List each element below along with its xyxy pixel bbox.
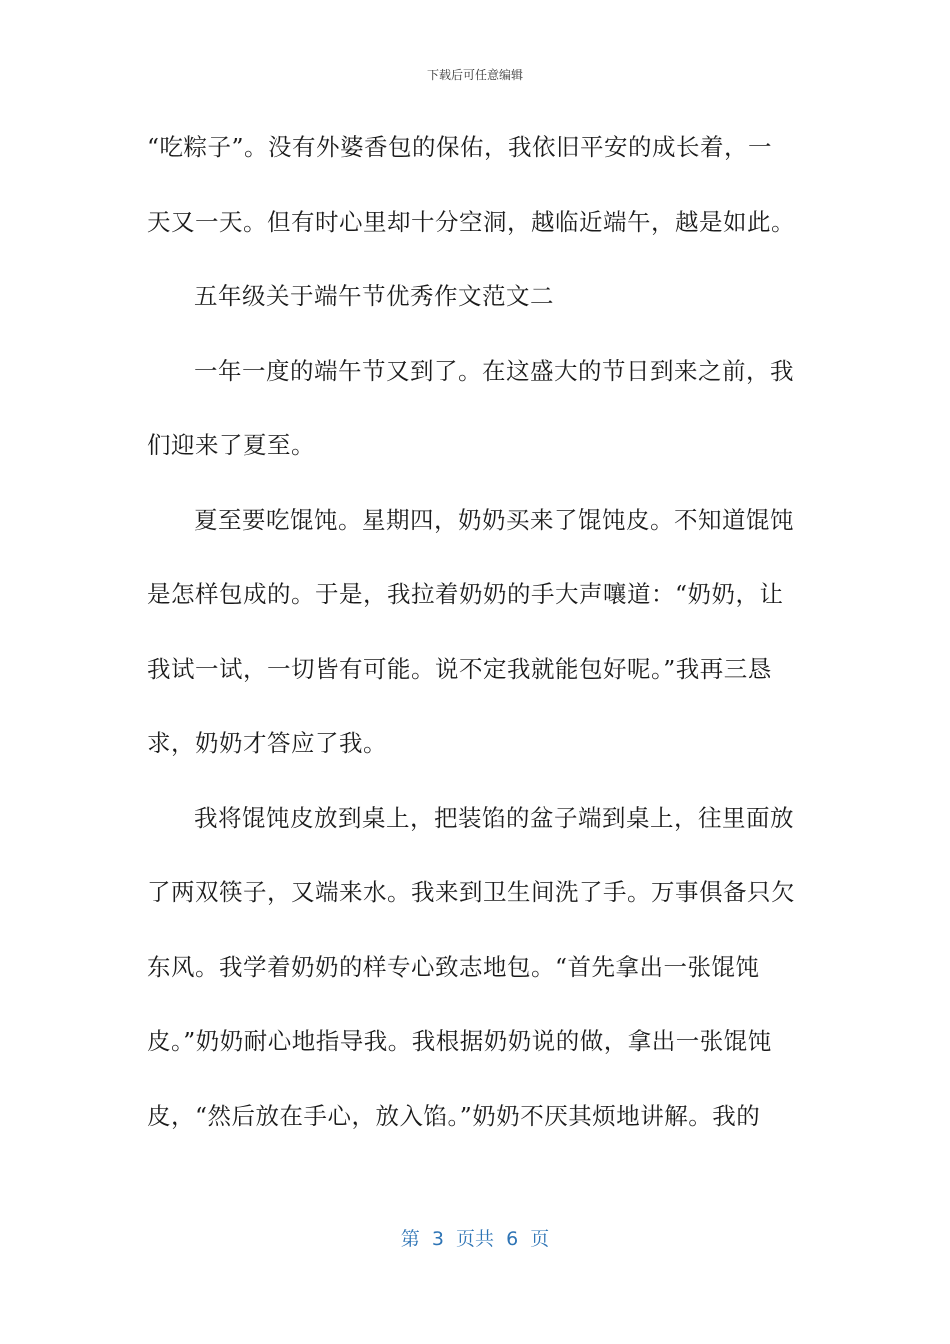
document-body (147, 122, 807, 1165)
text-line-12: 东风。我学着奶奶的样专心致志地包。“首先拿出一张馄饨 (147, 952, 760, 981)
text-line-2: 天又一天。但有时心里却十分空洞，越临近端午，越是如此。 (147, 207, 795, 236)
text-line-5: 们迎来了夏至。 (147, 431, 315, 459)
text-line-7: 是怎样包成的。于是，我拉着奶奶的手大声嚷道：“奶奶，让 (147, 580, 784, 608)
text-line-1: “吃粽子”。没有外婆香包的保佑，我依旧平安的成长着，一 (147, 133, 773, 161)
text-line-4: 一年一度的端午节又到了。在这盛大的节日到来之前，我 (194, 356, 794, 385)
page-number-footer: 第 3 页共 6 页 (400, 1228, 550, 1250)
text-line-6: 夏至要吃馄饨。星期四，奶奶买来了馄饨皮。不知道馄饨 (194, 505, 794, 534)
text-line-10: 我将馄饨皮放到桌上，把装馅的盆子端到桌上，往里面放 (194, 803, 794, 832)
page-header: 下载后可任意编辑 (426, 68, 523, 82)
text-line-8: 我试一试，一切皆有可能。说不定我就能包好呢。”我再三恳 (147, 654, 772, 683)
section-heading: 五年级关于端午节优秀作文范文二 (194, 282, 554, 310)
text-line-11: 了两双筷子，又端来水。我来到卫生间洗了手。万事俱备只欠 (147, 878, 795, 906)
text-line-14: 皮，“然后放在手心，放入馅。”奶奶不厌其烦地讲解。我的 (147, 1101, 761, 1130)
text-line-13: 皮。”奶奶耐心地指导我。我根据奶奶说的做，拿出一张馄饨 (147, 1027, 772, 1055)
text-line-9: 求，奶奶才答应了我。 (147, 729, 387, 757)
